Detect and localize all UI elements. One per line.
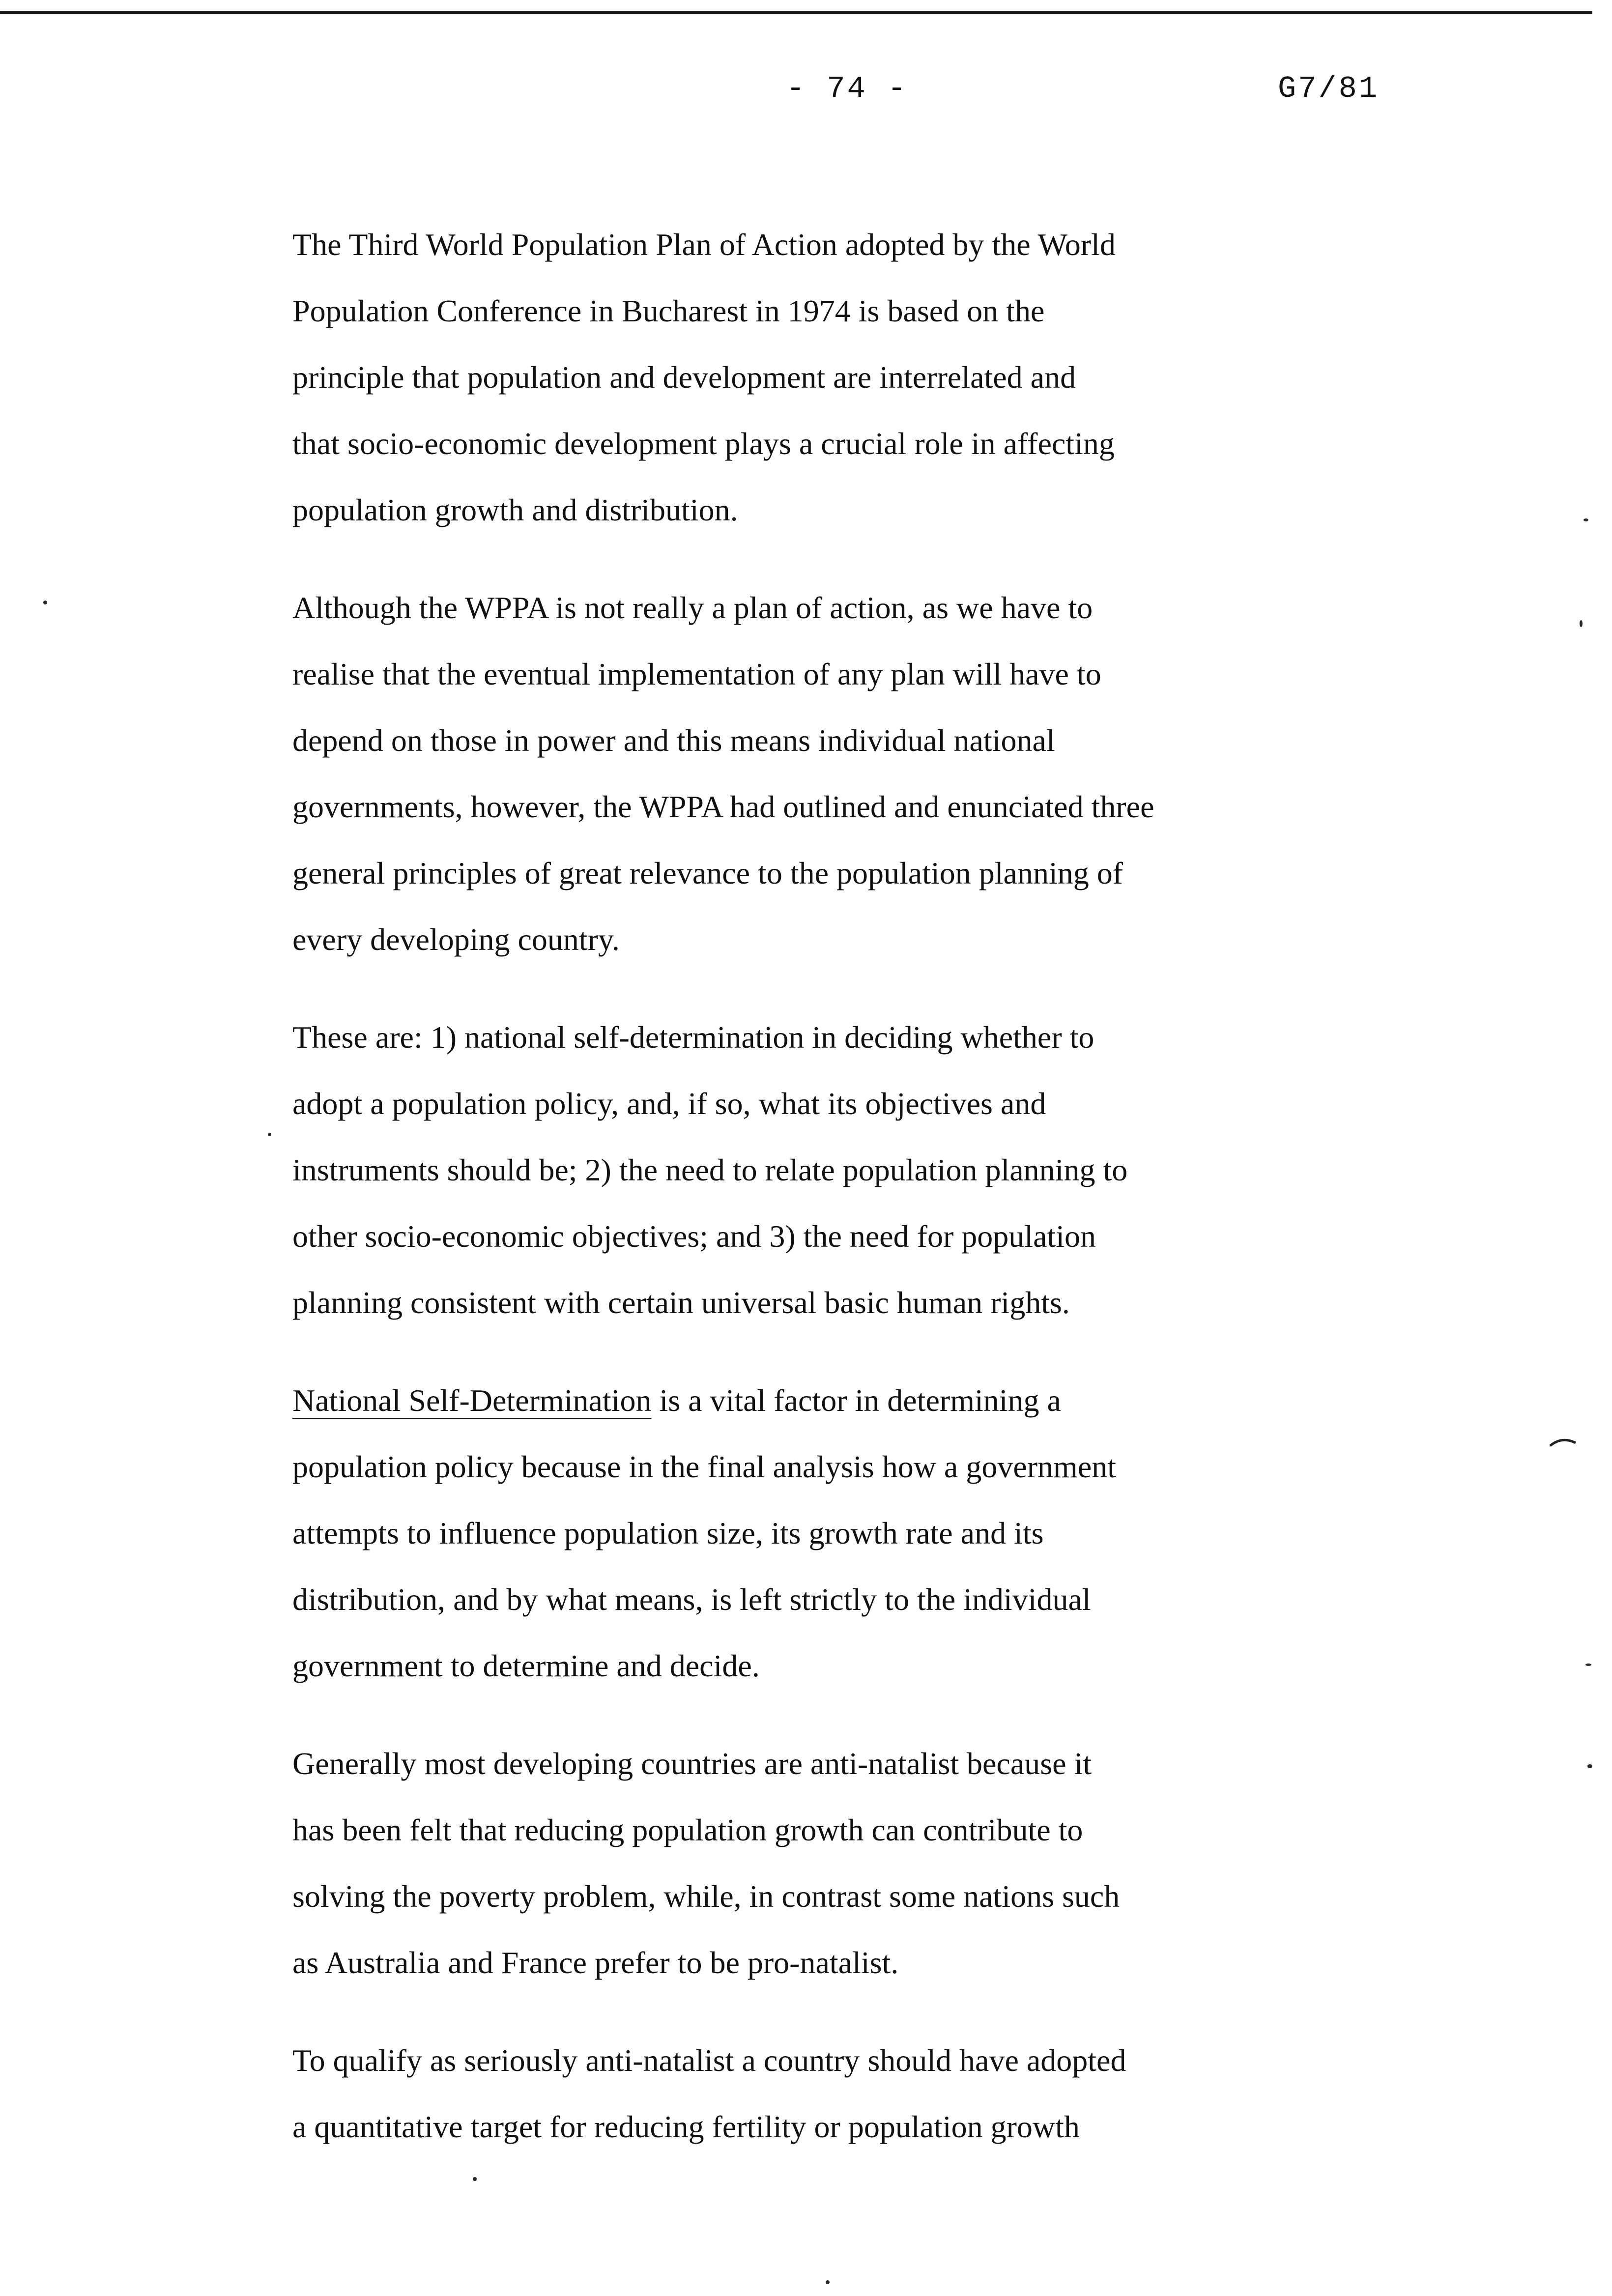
section-heading-self-determination: National Self-Determination (292, 1383, 652, 1418)
paragraph-wppa-intro: The Third World Population Plan of Action adopted by the World Population Conference in Bucharest in 1974 is based on the principle that population and development are interrelated and that socio-economic development plays a crucial role in affecting population growth and distribution. (292, 227, 1116, 527)
paragraph-wppa-principles: Although the WPPA is not really a plan of action, as we have to realise that the eventual implementation of any plan will have to depend on those in power and this means individual national governments, however, the WPPA had outlined and enunciated three general principles of great relevance to the population planning of every developing country. (292, 590, 1154, 957)
scan-speck (1580, 620, 1583, 627)
scan-speck (1587, 1764, 1592, 1768)
top-rule (0, 11, 1592, 14)
scan-speck (473, 2177, 477, 2181)
scan-speck (1585, 1664, 1591, 1666)
paragraph-principles-list: These are: 1) national self-determination in deciding whether to adopt a population policy, and, if so, what its objectives and instruments should be; 2) the need to relate population planning to other socio-economic objectives; and 3) the need for population planning consistent with certain universal basic human rights. (292, 1020, 1128, 1320)
document-body (292, 211, 1423, 2191)
scan-speck (826, 2280, 830, 2284)
paragraph-self-determination (292, 1367, 1423, 1699)
paragraph-anti-natalist: Generally most developing countries are anti-natalist because it has been felt that reducing population growth can contribute to solving the poverty problem, while, in contrast some nations such as Australia and France prefer to be pro-natalist. (292, 1746, 1120, 1980)
scan-mark (1548, 1435, 1578, 1450)
document-reference: G7/81 (1278, 71, 1380, 106)
paragraph-quantitative-target: To qualify as seriously anti-natalist a country should have adopted a quantitative target for reducing fertility or population growth (292, 2043, 1126, 2144)
page-number: - 74 - (786, 71, 908, 106)
paragraph-self-determination-text: is a vital factor in determining a population policy because in the final analysis how a government attempts to influence population size, its growth rate and its distribution, and by what means, is left strictly to the individual government to determine and decide. (292, 1383, 1116, 1683)
scan-speck (43, 601, 47, 604)
scan-speck (268, 1133, 271, 1136)
scan-speck (1583, 518, 1588, 521)
